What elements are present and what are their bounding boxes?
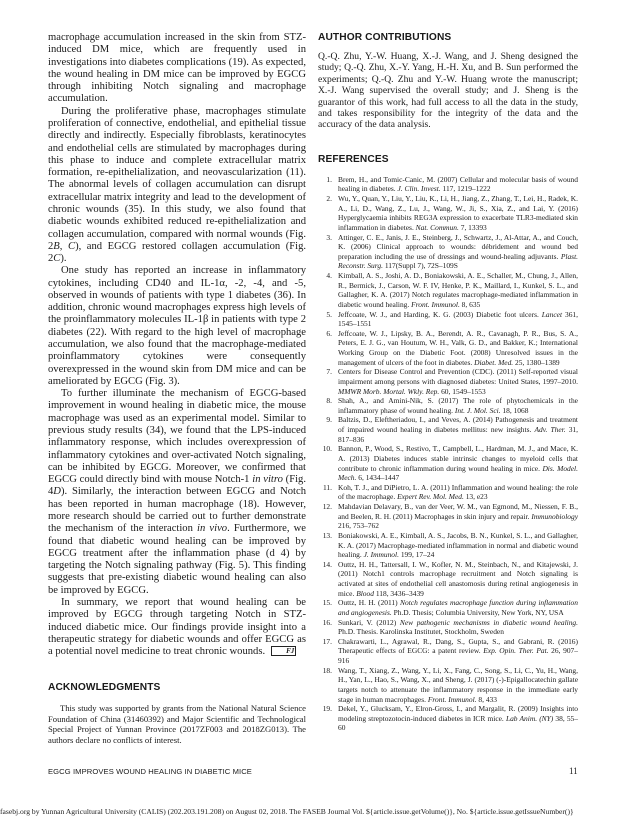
reference-details: 13, e23: [463, 492, 488, 502]
text-segment: During the proliferative phase, macrophages stimulate proliferation of connective, endothelial, and epithelial tissue directly and indirectly. Especially fibroblasts, keratinocytes and endothelial cells are stimulated by macrophages during this phase to induce and complete extracellular matrix formation, re-epithelialization, and neovascularization (11). The abnormal levels of collagen accumulation can disrupt extracellular matrix integrity and lead to the development of chronic wounds (35). In this study, we also found that diabetic wounds exhibited reduced re-epithelialization and collagen accumulation, compared with normal wounds (Fig. 2: [48, 105, 306, 252]
end-of-article-mark: FJ: [271, 646, 296, 656]
reference-text: Boniakowski, A. E., Kimball, A. S., Jacobs, B. N., Kunkel, S. L., and Gallagher, K. A. (2017) Macrophage-mediated inflammation in normal and diabetic wound healing.: [338, 530, 578, 560]
body-paragraph: [48, 106, 306, 266]
acknowledgments-text: This study was supported by grants from the National Natural Science Foundation of China (31460392) and Major Scientific and Technological Special Project of Yunnan Province (2017ZF003 and 2018ZG013). The authors declare no conflicts of interest.: [48, 703, 306, 745]
text-segment: . Furthermore, we found that diabetic wound healing can be improved by EGCG treatment after the inflammation phase (d 4) by targeting the Notch signaling pathway (Fig. 5). This finding suggests that pre-existing diabetic wound healing can also be improved by EGCG.: [48, 523, 306, 596]
text-segment: ), and EGCG restored collagen accumulation (Fig. 2: [48, 240, 307, 265]
reference-number: 3.: [326, 232, 332, 242]
reference-text: Jeffcoate, W. J., and Harding, K. G. (2003) Diabetic foot ulcers.: [338, 309, 542, 319]
reference-text: Koh, T. J., and DiPietro, L. A. (2011) Inflammation and wound healing: the role of the macrophage.: [338, 482, 578, 502]
reference-journal: Expert Rev. Mol. Med.: [397, 492, 464, 502]
reference-text: Baltzis, D., Eleftheriadou, I., and Veves, A. (2014) Pathogenesis and treatment of impaired wound healing in diabetes mellitus: new insights.: [338, 415, 578, 435]
reference-journal: J. Immunol.: [363, 550, 399, 560]
author-contributions-heading: AUTHOR CONTRIBUTIONS: [318, 32, 452, 43]
reference-details: 199, 17–24: [398, 550, 435, 560]
reference-item: [318, 367, 578, 396]
reference-item: [318, 483, 578, 502]
reference-text: Mahdavian Delavary, B., van der Veer, W. M., van Egmond, M., Niessen, F. B., and Beelen, R. H. (2011) Macrophages in skin injury and repair.: [338, 502, 578, 521]
reference-details: 361, 1545–1551: [338, 309, 578, 329]
download-notice: fasebj.org by Yunnan Agricultural University (CALIS) (202.203.191.208) on August 02, 2018. The FASEB Journal Vol. ${article.issue.getVolume()}, No. ${article.issue.getIssueNumber()}: [0, 807, 574, 816]
reference-number: 7.: [326, 367, 332, 377]
reference-number: 16.: [322, 617, 332, 627]
reference-text: Brem, H., and Tomic-Canic, M. (2007) Cellular and molecular basis of wound healing in diabetes.: [338, 174, 578, 194]
reference-number: 15.: [322, 598, 332, 608]
reference-text: Chakrawarti, L., Agrawal, R., Dang, S., Gupta, S., and Gabrani, R. (2016) Therapeutic effects of EGCG: a patent review.: [338, 636, 578, 656]
body-paragraph: [48, 597, 306, 658]
reference-item: [318, 329, 578, 368]
text-segment: To further illuminate the mechanism of EGCG-based improvement in wound healing in diabetic mice, the mouse macrophage was used as an experimental model. Similar to previous study results (34), we found that the LPS-induced inflammatory response, which includes overexpression of inflammatory cytokines and over-activated Notch signaling, can be inhibited by EGCG. Moreover, we confirmed that EGCG could directly bind with mouse Notch-1: [48, 388, 306, 486]
reference-journal: Notch regulates macrophage function during inflammation and angiogenesis.: [338, 598, 578, 617]
reference-details: 216, 753–762: [338, 521, 379, 531]
reference-details: 6, 1434–1447: [356, 473, 400, 483]
reference-journal: Plast. Reconstr. Surg.: [338, 251, 578, 271]
reference-item: [318, 175, 578, 194]
reference-details: 118, 3436–3439: [373, 588, 424, 598]
reference-number: 11.: [322, 482, 332, 492]
reference-item: [318, 618, 578, 637]
reference-item: [318, 444, 578, 483]
reference-number: 4.: [326, 271, 332, 281]
reference-details: 31, 817–836: [338, 425, 578, 444]
reference-item: [318, 271, 578, 310]
reference-details: 38, 55–60: [338, 713, 578, 733]
reference-journal: Lab Anim. (NY): [505, 713, 554, 723]
acknowledgments-heading: ACKNOWLEDGMENTS: [48, 682, 161, 694]
reference-number: 10.: [322, 444, 332, 454]
running-title: EGCG IMPROVES WOUND HEALING IN DIABETIC MICE: [48, 767, 252, 776]
italic-text: C: [53, 253, 61, 265]
reference-journal: MMWR Morb. Mortal. Wkly. Rep.: [338, 386, 440, 396]
reference-journal: Front. Immunol.: [411, 299, 460, 309]
reference-details: Ph.D. Thesis; Columbia University, New York, NY, USA: [391, 607, 564, 617]
reference-journal: Dis. Model. Mech.: [338, 463, 578, 483]
reference-text: Outtz, H. H. (2011): [338, 598, 401, 608]
reference-journal: Immunobiology: [531, 511, 578, 521]
reference-details: 8, 635: [459, 299, 481, 309]
left-column: [48, 32, 306, 745]
text-segment: One study has reported an increase in inflammatory cytokines, including CD40 and IL-1α, -2, -4, and -5, observed in wounds of patients with type 1 diabetes (36). In addition, chronic wound macrophages express high levels of the proinflammatory molecules IL-1β in patients with type 2 diabetes (22). With regard to the high level of macrophage accumulation, we also found that the macrophage-mediated proinflammatory cytokines were consequently overexpressed in the wound skin from DM mice and can be ameliorated by EGCG (Fig. 3).: [48, 265, 306, 387]
reference-text: Outtz, H. H., Tattersall, I. W., Kofler, N. M., Steinbach, N., and Kitajewski, J. (2011) Notch1 controls macrophage recruitment and Notch signaling is activated at sites of endothelial cell anastomosis during retinal angiogenesis in mice.: [338, 559, 578, 598]
reference-journal: Nat. Commun.: [415, 222, 459, 232]
reference-number: 8.: [326, 396, 332, 406]
reference-details: 117, 1219–1222: [440, 184, 491, 194]
italic-text: in vivo: [197, 523, 228, 535]
reference-journal: Adv. Ther.: [534, 425, 566, 435]
reference-number: 12.: [322, 502, 332, 512]
reference-details: 26, 907–916: [338, 646, 578, 666]
text-segment: macrophage accumulation increased in the skin from STZ-induced DM mice, which are frequently used in investigations into diabetes complications (19). As expected, the wound healing in DM mice can be improved by EGCG through inhibiting Notch signaling and macrophage accumulation.: [48, 32, 306, 105]
reference-journal: Diabet. Med.: [474, 357, 514, 367]
reference-item: [318, 637, 578, 666]
italic-text: B: [53, 240, 60, 252]
reference-item: [318, 531, 578, 560]
reference-details: Ph.D. Thesis. Karolinska Institutet, Stockholm, Sweden: [338, 627, 504, 637]
reference-item: [318, 598, 578, 617]
right-column: [318, 32, 578, 733]
reference-item: [318, 396, 578, 415]
author-contributions-text: Q.-Q. Zhu, Y.-W. Huang, X.-J. Wang, and J. Sheng designed the study; Q.-Q. Zhu, X.-Y. Yang, H.-H. Xu, and B. Sun performed the experiments; Q.-Q. Zhu and Y.-W. Huang wrote the manuscript; X.-J. Wang supervised the overall study; and J. Sheng is the guarantor of this work, had full access to all the data in the study, and takes responsibility for the integrity of the data and the accuracy of the data analysis.: [318, 51, 578, 131]
reference-item: [318, 560, 578, 599]
reference-number: 13.: [322, 530, 332, 540]
reference-number: 19.: [322, 704, 332, 714]
reference-number: 2.: [326, 194, 332, 204]
reference-details: 7, 13393: [458, 222, 487, 232]
text-segment: In summary, we report that wound healing can be improved by EGCG through targeting Notch in STZ-induced diabetic mice. Our findings provide insight into a therapeutic strategy for diabetic wounds and offer EGCG as a potential novel medicine to treat chronic wounds.: [48, 596, 306, 658]
reference-journal: Exp. Opin. Ther. Pat.: [483, 646, 549, 656]
reference-journal: Lancet: [541, 309, 563, 319]
reference-item: [318, 704, 578, 733]
discussion-body: [48, 32, 306, 658]
reference-text: Sunkari, V. (2012): [338, 617, 400, 627]
reference-text: Wang, T., Xiang, Z., Wang, Y., Li, X., Fang, C., Song, S., Li, C., Yu, H., Wang, H., Yan, L., Hao, S., Wang, X., and Sheng, J. (2017) (-)-Epigallocatechin gallate targets notch to attenuate the inflammatory response in the immediate early stage in human macrophages.: [338, 665, 578, 704]
reference-details: 25, 1380–1389: [513, 357, 560, 367]
reference-journal: Int. J. Mol. Sci.: [454, 405, 501, 415]
reference-details: 8, 433: [476, 694, 497, 704]
italic-text: C: [67, 240, 76, 252]
italic-text: D: [53, 486, 61, 498]
reference-number: 1.: [326, 174, 332, 184]
reference-text: Attinger, C. E., Janis, J. E., Steinberg, J., Schwartz, J., Al-Attar, A., and Couch, K. (2006) Clinical approach to wounds: débridement and wound bed preparation including the use of dressings and wound-healing adjuvants.: [338, 232, 578, 261]
page-number: 11: [569, 766, 578, 776]
reference-text: Dekel, Y., Glucksam, Y., Elron-Gross, I., and Margalit, R. (2009) Insights into modeling streptozotocin-induced diabetes in ICR mice.: [338, 704, 578, 723]
reference-number: 9.: [326, 415, 332, 425]
reference-text: Jeffcoate, W. J., Lipsky, B. A., Berendt, A. R., Cavanagh, P. R., Bus, S. A., Peters, E. J. G., van Houtum, W. H., Valk, G. D., and Bakker, K.; International Working Group on the Diabetic Foot. (2008) Unresolved issues in the management of ulcers of the foot in diabetes.: [338, 328, 578, 367]
reference-journal: Blood: [356, 588, 374, 598]
reference-text: Kimball, A. S., Joshi, A. D., Boniakowski, A. E., Schaller, M., Chung, J., Allen, R., Bermick, J., Carson, W. F. IV, Henke, P. K., Maillard, I., Kunkel, S. L., and Gallagher, K. A. (2017) Notch regulates macrophage-mediated inflammation in diabetic wound healing.: [338, 271, 578, 309]
reference-number: 17.: [322, 636, 332, 646]
reference-details: 117(Suppl 7), 72S–109S: [382, 261, 458, 271]
reference-item: [318, 415, 578, 444]
body-paragraph: [48, 265, 306, 388]
reference-journal: J. Clin. Invest.: [397, 184, 441, 194]
reference-item: [318, 502, 578, 531]
reference-text: Centers for Disease Control and Prevention (CDC). (2011) Self-reported visual impairment among persons with diagnosed diabetes: United States, 1997–2010.: [338, 367, 578, 386]
body-paragraph: [48, 388, 306, 597]
reference-item: [318, 233, 578, 272]
reference-journal: New pathogenic mechanisms in diabetic wound healing.: [399, 617, 579, 627]
reference-list: [318, 175, 578, 733]
reference-details: 60, 1549–1553: [439, 386, 486, 396]
reference-number: 18.: [322, 665, 332, 675]
text-segment: (Fig. 4: [48, 474, 306, 498]
text-segment: ). Similarly, the interaction between EGCG and Notch has been reported in human macrophage (18). However, more research should be carried out to further demonstrate the mechanism of the interaction: [48, 486, 306, 535]
reference-number: 6.: [326, 328, 332, 338]
text-segment: ).: [60, 253, 67, 265]
reference-journal: Front. Immunol.: [427, 694, 477, 704]
italic-text: in vitro: [252, 474, 283, 486]
body-paragraph: [48, 32, 306, 106]
reference-item: [318, 666, 578, 705]
reference-text: Wu, Y., Quan, Y., Liu, Y., Liu, K., Li, H., Jiang, Z., Zhang, T., Lei, H., Radek, K. A., Li, D., Wang, Z., Lu, J., Wang, W., Ji, S., Xia, Z., and Lai, Y. (2016) Hyperglycaemia inhibits REG3A expression to exacerbate TLR3-mediated skin inflammation in diabetes.: [338, 194, 578, 232]
reference-text: Bannon, P., Wood, S., Restivo, T., Campbell, L., Hardman, M. J., and Mace, K. A. (2013) Diabetes induces stable intrinsic changes to myeloid cells that contribute to chronic inflammation during wound healing in mice.: [338, 444, 578, 473]
reference-text: Shah, A., and Amini-Nik, S. (2017) The role of phytochemicals in the inflammatory phase of wound healing.: [338, 396, 578, 415]
references-heading: REFERENCES: [318, 153, 389, 165]
reference-details: 18, 1068: [500, 405, 529, 415]
reference-number: 14.: [322, 559, 332, 569]
reference-number: 5.: [326, 309, 332, 319]
reference-item: [318, 194, 578, 233]
reference-item: [318, 310, 578, 329]
text-segment: ,: [59, 240, 68, 252]
